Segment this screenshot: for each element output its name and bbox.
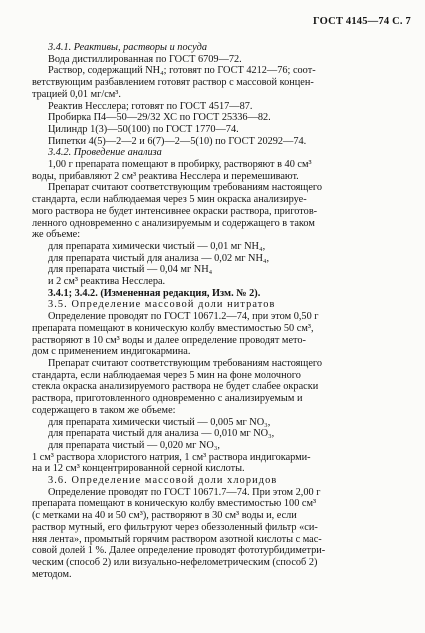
text-line: Пипетки 4(5)—2—2 и 6(7)—2—5(10) по ГОСТ 20292—74. <box>48 135 307 147</box>
text-line: трацией 0,01 мг/см³. <box>32 88 121 100</box>
text-line: для препарата чистый — 0,020 мг NO₃, <box>48 439 220 451</box>
text-line: ческим (способ 2) или визуально-нефелометрическим (способ 2) <box>32 556 318 568</box>
text-line: Определение проводят по ГОСТ 10671.7—74. При этом 2,00 г <box>48 486 321 498</box>
text-line: содержащего в таком же объеме: <box>32 404 176 416</box>
text-line: на и 12 см³ концентрированной серной кислоты. <box>32 463 245 475</box>
text-line: 3.4.1; 3.4.2. (Измененная редакция, Изм. № 2). <box>48 287 261 299</box>
text-line: стекла окраска анализируемого раствора не будет слабее окраски <box>32 381 319 393</box>
text-line: для препарата чистый — 0,04 мг NH₄ <box>48 264 213 276</box>
text-line: Препарат считают соответствующим требованиям настоящего <box>48 182 323 194</box>
text-line: методом. <box>32 568 72 580</box>
text-line: мого раствора не будет интенсивнее окраски раствора, приготов- <box>32 205 318 217</box>
text-line: препарата помещают в коническую колбу вместимостью 100 см³ <box>32 498 317 510</box>
text-line: Цилиндр 1(3)—50(100) по ГОСТ 1770—74. <box>48 123 239 135</box>
text-line: Раствор, содержащий NH₄; готовят по ГОСТ 4212—76; соот- <box>48 65 316 77</box>
text-line: Пробирка П4—50—29/32 ХС по ГОСТ 25336—82. <box>48 112 271 124</box>
text-line: Вода дистиллированная по ГОСТ 6709—72. <box>48 53 242 65</box>
text-line: препарата помещают в коническую колбу вместимостью 50 см³, <box>32 322 314 334</box>
text-line: 3.6. Определение массовой доли хлоридов <box>48 475 278 487</box>
text-line: няя лента», промытый горячим раствором азотной кислоты с мас- <box>32 533 322 545</box>
text-line: ленного одновременно с анализируемым и содержащего в таком <box>32 217 315 229</box>
text-line: для препарата чистый для анализа — 0,010 мг NO₃, <box>48 428 275 440</box>
text-line: Определение проводят по ГОСТ 10671.2—74, при этом 0,50 г <box>48 311 319 323</box>
text-line: и 2 см³ реактива Несслера. <box>48 276 166 288</box>
text-line: 3.5. Определение массовой доли нитратов <box>48 299 276 311</box>
text-line: для препарата чистый для анализа — 0,02 мг NH₄, <box>48 252 270 264</box>
text-line: растворяют в 10 см³ воды и далее определение проводят мето- <box>32 334 306 346</box>
text-line: дом с применением индигокармина. <box>32 346 191 358</box>
text-line: (с метками на 40 и 50 см³), растворяют в 30 см³ воды и, если <box>32 510 297 522</box>
text-line: 3.4.1. Реактивы, растворы и посуда <box>48 42 207 53</box>
text-line: раствор мутный, его фильтруют через обеззоленный фильтр «си- <box>32 521 318 533</box>
document-body <box>32 42 404 580</box>
text-line: стандарта, если наблюдаемая через 5 мин на фоне молочного <box>32 369 301 381</box>
text-line: для препарата химически чистый — 0,005 мг NO₃, <box>48 416 271 428</box>
text-line: совой долей 1 %. Далее определение проводят фототурбидиметри- <box>32 545 326 557</box>
text-line: Реактив Несслера; готовят по ГОСТ 4517—87. <box>48 100 253 112</box>
text-line: воды, прибавляют 2 см³ реактива Несслера и перемешивают. <box>32 170 299 182</box>
text-line: 3.4.2. Проведение анализа <box>48 147 162 159</box>
text-line: же объеме: <box>32 229 81 241</box>
text-line: ветствующим разбавлением готовят раствор с массовой концен- <box>32 77 314 89</box>
text-line: Препарат считают соответствующим требованиям настоящего <box>48 357 323 369</box>
text-line: раствора, приготовленного одновременно с анализируемым и <box>32 393 303 405</box>
text-line: 1,00 г препарата помещают в пробирку, растворяют в 40 см³ <box>48 159 312 171</box>
text-line: стандарта, если наблюдаемая через 5 мин окраска анализируе- <box>32 194 307 206</box>
text-line: для препарата химически чистый — 0,01 мг NH₄, <box>48 240 266 252</box>
text-line: 1 см³ раствора хлористого натрия, 1 см³ раствора индигокарми- <box>32 451 311 463</box>
page-header: ГОСТ 4145—74 С. 7 <box>312 16 411 27</box>
